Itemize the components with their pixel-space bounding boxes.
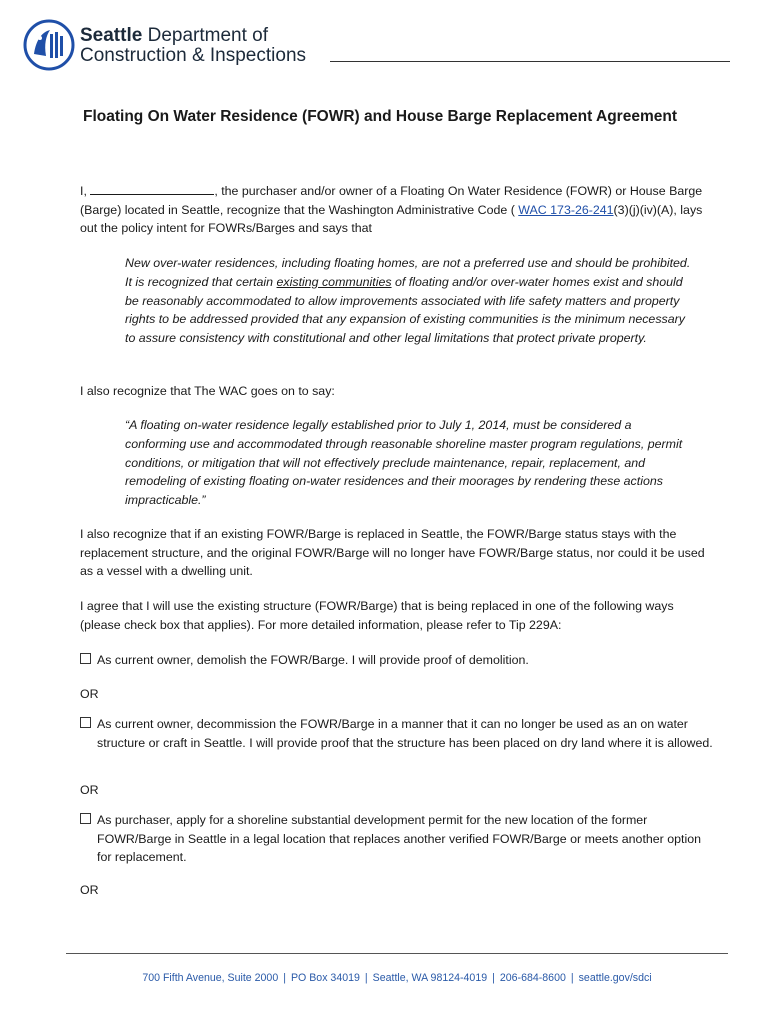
document-title: Floating On Water Residence (FOWR) and House Barge Replacement Agreement <box>83 108 677 125</box>
footer-city: Seattle, WA 98124-4019 <box>372 972 488 984</box>
footer-po-box: PO Box 34019 <box>290 972 360 984</box>
intro-prefix: I, <box>80 184 91 198</box>
decommission-checkbox[interactable] <box>80 717 91 728</box>
intro-text: , the purchaser and/or owner of a Floating On Water Residence (FOWR) or House Barge (Barge) located in Seattle, recognize that the Washington Administrative Code ( <box>80 184 703 217</box>
option-decommission <box>80 715 717 752</box>
intro-paragraph <box>80 182 710 238</box>
or-separator: OR <box>80 883 99 897</box>
footer-separator: | <box>283 972 286 984</box>
dept-name-rest: Department of <box>142 25 268 46</box>
footer-separator: | <box>364 972 368 984</box>
intro-text-end: (3)(j)(iv)(A), lays out the policy intent for FOWRs/Barges and says that <box>80 202 703 235</box>
dept-name-bold: Seattle <box>80 25 143 46</box>
footer-phone: 206-684-8600 <box>499 972 566 984</box>
page-header <box>22 18 742 78</box>
footer-separator: | <box>492 972 495 984</box>
seattle-city-seal-icon <box>22 18 76 72</box>
relocate-checkbox[interactable] <box>80 813 91 824</box>
or-separator: OR <box>80 687 99 701</box>
footer-separator: | <box>570 972 574 984</box>
footer-website-link[interactable]: seattle.gov/sdci <box>578 972 652 984</box>
footer-divider <box>66 953 728 954</box>
paragraph-replacement-status: I also recognize that if an existing FOWR/Barge is replaced in Seattle, the FOWR/Barge status stays with the replacement structure, and the original FOWR/Barge will no longer have FOWR/Barge status, nor could it be used as a vessel with a dwelling unit. <box>80 527 705 578</box>
option-demolish <box>80 651 717 670</box>
existing-communities-text: existing communities <box>276 274 392 289</box>
option-demolish-label: As current owner, demolish the FOWR/Barge. I will provide proof of demolition. <box>97 653 529 667</box>
demolish-checkbox[interactable] <box>80 653 91 664</box>
quote1-text-end: of floating and/or over-water homes exist and should be reasonably accommodated to allow improvements associated with life safety matters and property rights to be addressed provided that any expansion of existing communities is the minimum necessary to assure consistency with constitutional and other legal limitations that protect private property. <box>125 274 685 346</box>
option-relocate <box>80 811 717 867</box>
footer-address: 700 Fifth Avenue, Suite 2000 <box>142 972 279 984</box>
paragraph-wac-continues: I also recognize that The WAC goes on to say: <box>80 384 335 398</box>
paragraph-agreement: I agree that I will use the existing structure (FOWR/Barge) that is being replaced in one of the following ways (please check box that applies). For more detailed information, please refer to Tip 229A: <box>80 599 674 632</box>
dept-name-line2: Construction & Inspections <box>80 45 307 66</box>
wac-quote-1 <box>125 254 695 348</box>
header-divider <box>330 61 730 62</box>
department-name <box>80 26 306 66</box>
name-blank-field[interactable] <box>90 182 214 195</box>
quote1-text: New over-water residences, including floating homes, are not a preferred use and should be prohibited. It is recognized that certain <box>125 256 691 289</box>
wac-link[interactable]: WAC 173-26-241 <box>518 202 614 217</box>
or-separator: OR <box>80 783 99 797</box>
option-decommission-label: As current owner, decommission the FOWR/Barge in a manner that it can no longer be used as an on water structure or craft in Seattle. I will provide proof that the structure has been placed on dry land where it is allowed. <box>97 717 713 750</box>
wac-quote-2: “A floating on-water residence legally established prior to July 1, 2014, must be considered a conforming use and accommodated through reasonable shoreline master program regulations, permit conditions, or mitigation that will not effectively preclude maintenance, repair, replacement, and remodeling of existing floating on-water residences and their moorages by rendering these actions impracticable.” <box>125 418 683 508</box>
option-relocate-label: As purchaser, apply for a shoreline substantial development permit for the new location of the former FOWR/Barge in Seattle in a legal location that replaces another verified FOWR/Barge or meets another option for replacement. <box>97 813 702 864</box>
page-footer <box>66 972 728 984</box>
